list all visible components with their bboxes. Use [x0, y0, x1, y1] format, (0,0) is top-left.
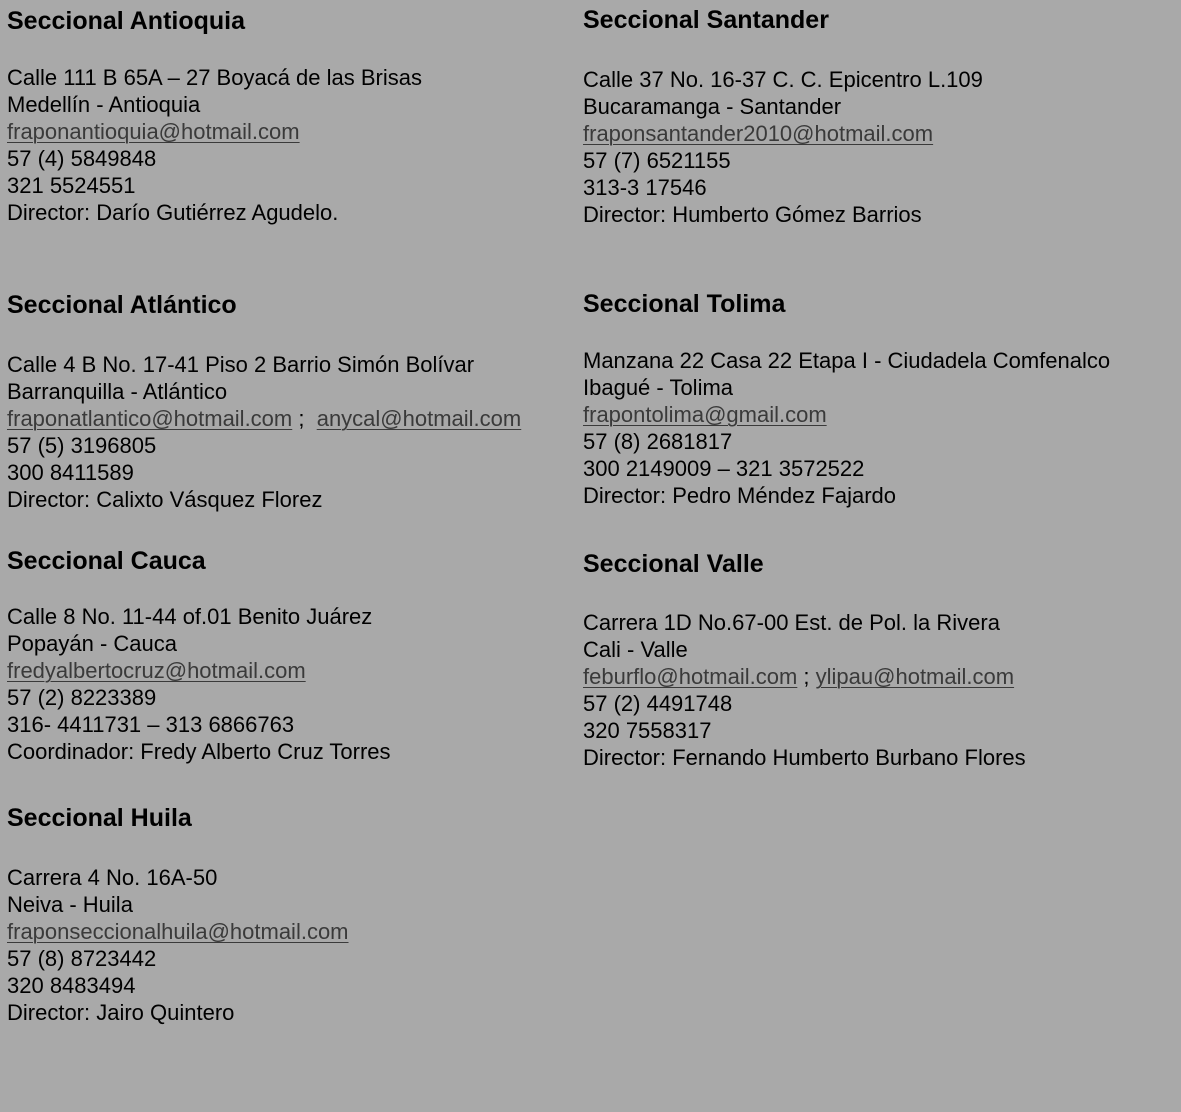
phone: 57 (7) 6521155	[583, 148, 731, 173]
city: Cali - Valle	[583, 637, 688, 662]
email-link-secondary[interactable]: ylipau@hotmail.com	[815, 664, 1015, 689]
mobile: 313-3 17546	[583, 175, 707, 200]
city: Popayán - Cauca	[7, 631, 177, 656]
mobile: 320 7558317	[583, 718, 712, 743]
phone: 57 (2) 4491748	[583, 691, 733, 716]
section-title: Seccional Antioquia	[7, 7, 246, 35]
director: Director: Darío Gutiérrez Agudelo.	[7, 200, 339, 225]
section-santander	[583, 5, 983, 228]
coordinator: Coordinador: Fredy Alberto Cruz Torres	[7, 739, 391, 764]
mobile: 320 8483494	[7, 973, 136, 998]
director: Director: Calixto Vásquez Florez	[7, 487, 323, 512]
director: Director: Humberto Gómez Barrios	[583, 202, 922, 227]
address: Calle 8 No. 11-44 of.01 Benito Juárez	[7, 604, 373, 629]
address: Calle 4 B No. 17-41 Piso 2 Barrio Simón Bolívar	[7, 352, 475, 377]
section-title: Seccional Cauca	[7, 547, 206, 575]
mobile: 321 5524551	[7, 173, 136, 198]
email-link[interactable]: fraponsantander2010@hotmail.com	[583, 121, 934, 146]
phone: 57 (4) 5849848	[7, 146, 157, 171]
section-tolima	[583, 289, 1110, 509]
mobile: 300 8411589	[7, 460, 134, 485]
email-link[interactable]: fraponatlantico@hotmail.com	[7, 406, 293, 431]
mobile: 316- 4411731 – 313 6866763	[7, 712, 295, 737]
address: Manzana 22 Casa 22 Etapa I - Ciudadela Comfenalco	[583, 348, 1111, 373]
phone: 57 (8) 2681817	[583, 429, 733, 454]
section-title: Seccional Atlántico	[7, 291, 237, 319]
mobile: 300 2149009 – 321 3572522	[583, 456, 865, 481]
address: Calle 111 B 65A – 27 Boyacá de las Brisas	[7, 65, 422, 90]
email-link[interactable]: feburflo@hotmail.com	[583, 664, 798, 689]
city: Barranquilla - Atlántico	[7, 379, 228, 404]
section-antioquia	[7, 6, 422, 226]
section-huila	[7, 803, 349, 1026]
city: Bucaramanga - Santander	[583, 94, 842, 119]
email-link[interactable]: frapontolima@gmail.com	[583, 402, 827, 427]
city: Medellín - Antioquia	[7, 92, 201, 117]
email-separator: ;	[292, 406, 317, 431]
section-atlantico	[7, 290, 521, 513]
address: Carrera 1D No.67-00 Est. de Pol. la Rivera	[583, 610, 1000, 635]
email-link-secondary[interactable]: anycal@hotmail.com	[316, 406, 522, 431]
section-valle	[583, 549, 1026, 771]
email-link[interactable]: fraponseccionalhuila@hotmail.com	[7, 919, 349, 944]
section-cauca	[7, 546, 391, 765]
city: Neiva - Huila	[7, 892, 133, 917]
city: Ibagué - Tolima	[583, 375, 734, 400]
phone: 57 (8) 8723442	[7, 946, 157, 971]
address: Carrera 4 No. 16A-50	[7, 865, 218, 890]
email-separator: ;	[797, 664, 816, 689]
director: Director: Fernando Humberto Burbano Flores	[583, 745, 1026, 770]
section-title: Seccional Tolima	[583, 290, 786, 318]
email-link[interactable]: fredyalbertocruz@hotmail.com	[7, 658, 306, 683]
section-title: Seccional Valle	[583, 550, 764, 578]
email-link[interactable]: fraponantioquia@hotmail.com	[7, 119, 300, 144]
phone: 57 (5) 3196805	[7, 433, 157, 458]
director: Director: Jairo Quintero	[7, 1000, 235, 1025]
address: Calle 37 No. 16-37 C. C. Epicentro L.109	[583, 67, 983, 92]
section-title: Seccional Huila	[7, 804, 192, 832]
phone: 57 (2) 8223389	[7, 685, 157, 710]
section-title: Seccional Santander	[583, 6, 829, 34]
director: Director: Pedro Méndez Fajardo	[583, 483, 897, 508]
